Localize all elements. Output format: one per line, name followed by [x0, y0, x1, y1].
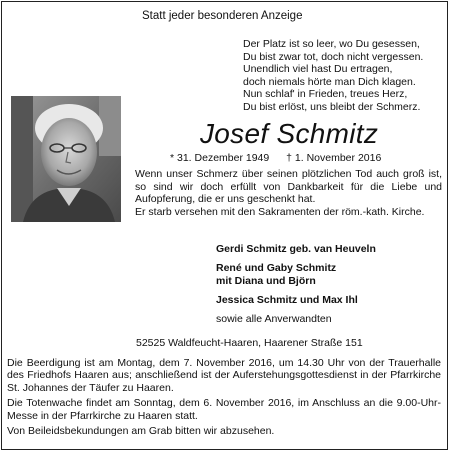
deceased-name: Josef Schmitz — [200, 118, 379, 149]
wake-paragraph: Die Totenwache findet am Sonntag, dem 6. November 2016, im Anschluss an die 9.00-Uhr-Messe in der Pfarrkirche zu Haaren statt. — [7, 397, 441, 422]
mourner-entry — [216, 262, 376, 288]
mourners-list — [216, 243, 376, 332]
mourner-line: René und Gaby Schmitz — [216, 262, 337, 274]
condolence-request: Von Beileidsbekundungen am Grab bitten wir abzusehen. — [7, 425, 275, 438]
poem-line: doch niemals hörte man Dich klagen. — [243, 75, 416, 88]
portrait-photo — [11, 96, 121, 222]
life-dates — [170, 152, 381, 164]
mourner-line: mit Diana und Björn — [216, 275, 316, 287]
sacrament-note: Er starb versehen mit den Sakramenten der röm.-kath. Kirche. — [135, 205, 425, 218]
header-text: Statt jeder besonderen Anzeige — [142, 10, 303, 22]
family-address: 52525 Waldfeucht-Haaren, Haarener Straße 151 — [136, 337, 363, 349]
death-date: † 1. November 2016 — [286, 152, 382, 164]
mourner-entry: Gerdi Schmitz geb. van Heuveln — [216, 243, 376, 255]
mourner-entry: sowie alle Anverwandten — [216, 313, 332, 325]
funeral-paragraph: Die Beerdigung ist am Montag, dem 7. November 2016, um 14.30 Uhr von der Trauerhalle des Friedhofs Haaren aus; anschließend ist der Auferstehungsgottesdienst in der Pfarrkirche St. Johannes der Täufer zu Haaren. — [7, 357, 441, 394]
mourner-entry: Jessica Schmitz und Max Ihl — [216, 294, 358, 306]
poem — [243, 38, 423, 114]
poem-line: Der Platz ist so leer, wo Du gesessen, — [243, 38, 420, 50]
portrait-image — [11, 96, 121, 222]
condolence-paragraph: Wenn unser Schmerz über seinen plötzlichen Tod auch groß ist, so sind wir doch erfüllt von Dankbarkeit für die Liebe und Aufopferung, die er uns geschenkt hat. — [135, 168, 442, 206]
poem-line: Du bist erlöst, uns bleibt der Schmerz. — [243, 100, 421, 113]
poem-line: Du bist zwar tot, doch nicht vergessen. — [243, 50, 424, 63]
poem-line: Nun schlaf' in Frieden, treues Herz, — [243, 88, 408, 101]
condolence-text — [135, 168, 442, 218]
funeral-details — [7, 357, 441, 440]
birth-date: * 31. Dezember 1949 — [170, 152, 270, 164]
poem-line: Unendlich viel hast Du ertragen, — [243, 63, 393, 76]
